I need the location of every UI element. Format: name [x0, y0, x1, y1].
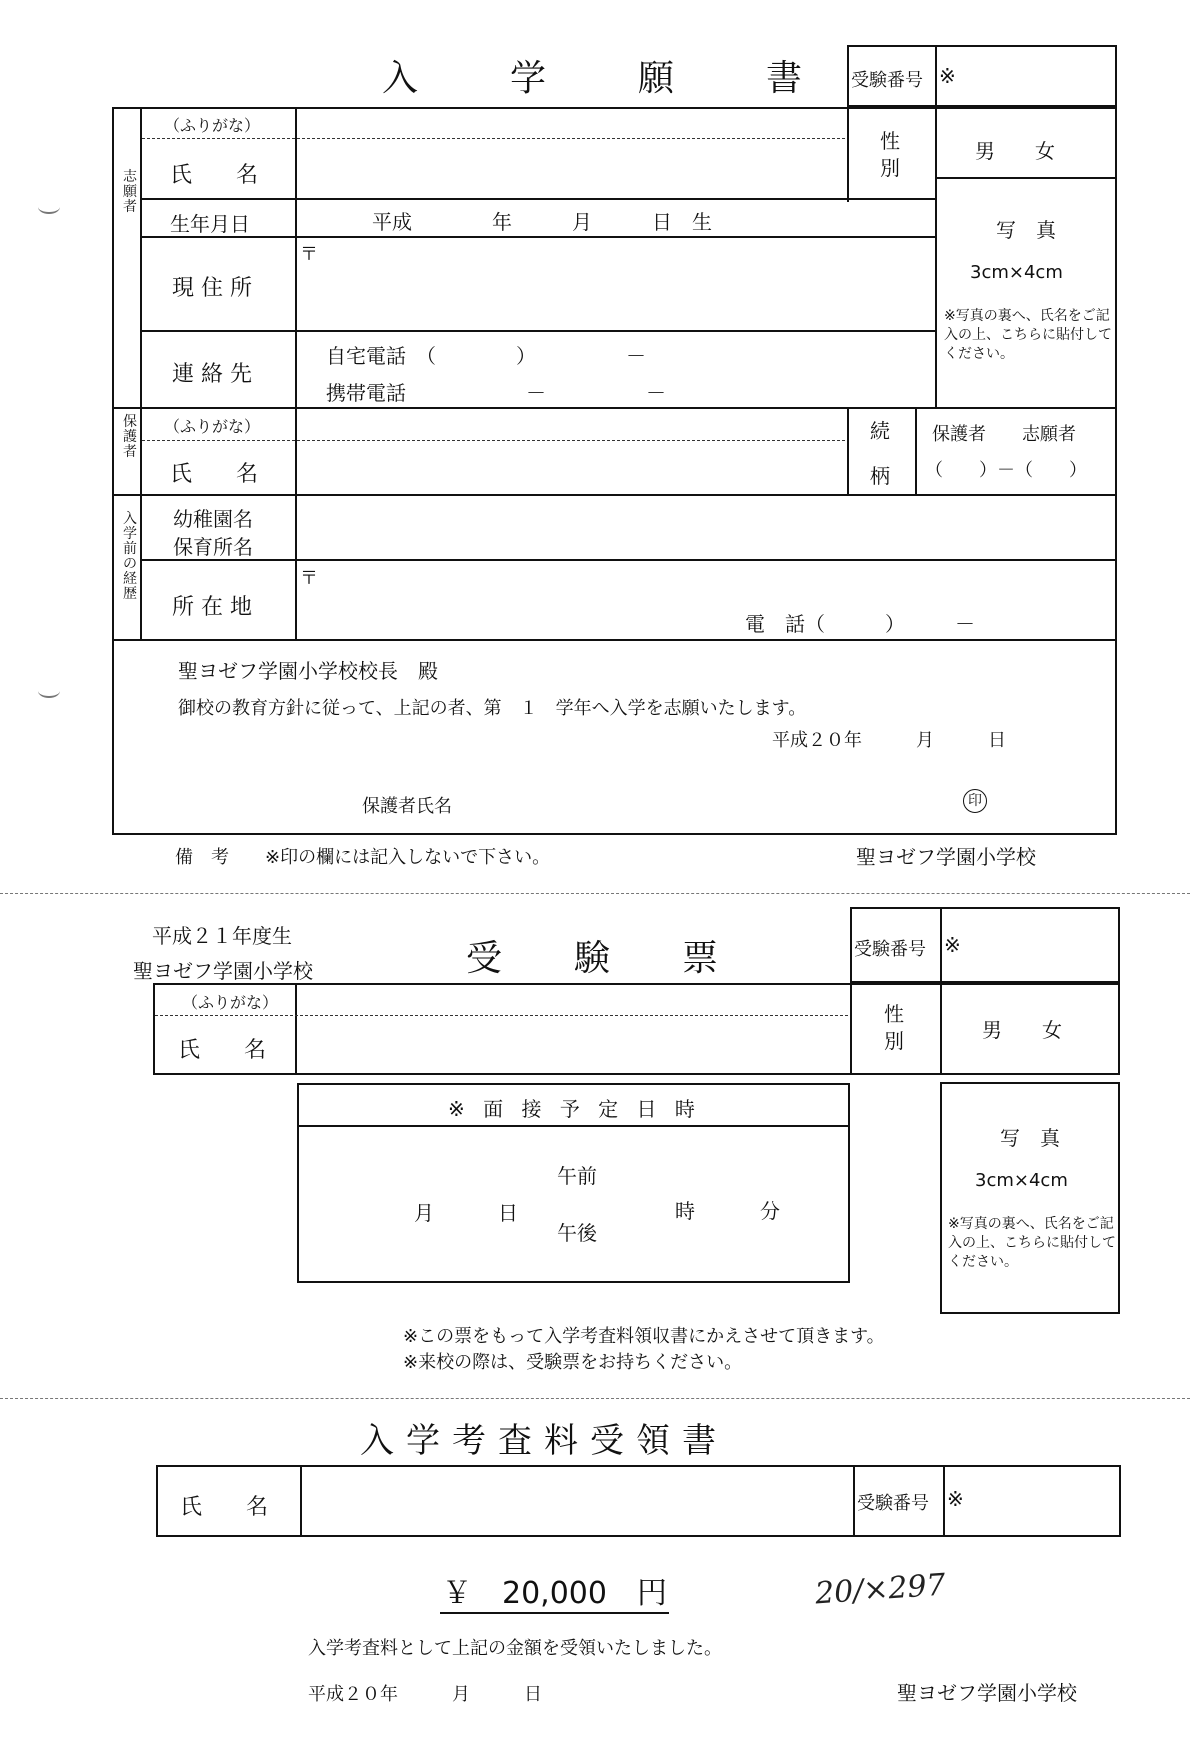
- application-school-name: 聖ヨゼフ学園小学校: [856, 845, 1036, 869]
- receipt-date[interactable]: 平成２０年 月 日: [308, 1684, 542, 1705]
- addressee: 聖ヨゼフ学園小学校校長 殿: [178, 659, 438, 683]
- interview-hour[interactable]: 時: [675, 1199, 695, 1223]
- birth-date-field[interactable]: 平成 年 月 日 生: [372, 210, 712, 234]
- ticket-gender-label-1: 性: [884, 1002, 904, 1026]
- kindergarten-label-1: 幼稚園名: [173, 507, 253, 531]
- kindergarten-label-2: 保育所名: [173, 535, 253, 559]
- remarks: 備 考 ※印の欄には記入しないで下さい。: [175, 847, 551, 868]
- section-label-guardian: 保 護 者: [123, 414, 137, 460]
- receipt-name-label: 氏 名: [180, 1495, 269, 1520]
- ticket-photo-box: [940, 1082, 1120, 1314]
- ticket-photo-title: 写 真: [1000, 1126, 1060, 1150]
- home-phone-field[interactable]: 自宅電話 （ ） －: [326, 344, 646, 368]
- exam-number-field[interactable]: ※: [939, 64, 956, 88]
- ticket-exam-number-field[interactable]: ※: [944, 933, 961, 957]
- address-field[interactable]: [298, 238, 933, 328]
- guardian-name-label: 氏 名: [170, 462, 259, 487]
- exam-number-label: 受験番号: [851, 70, 923, 91]
- application-date[interactable]: 平成２０年 月 日: [772, 730, 1006, 751]
- binding-mark: [38, 200, 60, 214]
- location-postal-mark: 〒: [300, 568, 318, 589]
- ticket-title: 受 験 票: [466, 938, 719, 979]
- location-phone-field[interactable]: 電 話（ ） －: [745, 612, 975, 636]
- ticket-photo-size: 3cm×4cm: [975, 1170, 1068, 1191]
- location-field[interactable]: [298, 561, 1113, 636]
- interview-day[interactable]: 日: [498, 1201, 518, 1225]
- ticket-note-1: ※この票をもって入学考査料領収書にかえさせて頂きます。: [403, 1326, 885, 1347]
- interview-pm[interactable]: 午後: [557, 1221, 597, 1245]
- seal-mark: 印: [963, 789, 987, 813]
- receipt-amount: ￥ 20,000 円: [440, 1568, 669, 1614]
- relation-label-1: 続: [870, 419, 890, 443]
- cut-line: [0, 1398, 1190, 1399]
- gender-options[interactable]: 男 女: [975, 139, 1055, 163]
- binding-mark: [38, 684, 60, 698]
- mobile-phone-field[interactable]: 携帯電話 － －: [326, 381, 666, 405]
- relation-field[interactable]: （ ）－（ ）: [925, 460, 1087, 481]
- ticket-gender-label-2: 別: [884, 1029, 904, 1053]
- ticket-name-field[interactable]: [298, 986, 846, 1072]
- applicant-name-field[interactable]: [298, 110, 843, 200]
- interview-month[interactable]: 月: [414, 1201, 434, 1225]
- address-postal-mark: 〒: [300, 244, 318, 265]
- relation-header: 保護者 志願者: [932, 424, 1076, 445]
- receipt-title: 入学考査料受領書: [360, 1421, 728, 1461]
- gender-label-2: 別: [880, 156, 900, 180]
- birth-label: 生年月日: [170, 212, 250, 236]
- photo-note: ※写真の裏へ、氏名をご記入の上、こちらに貼付してください。: [944, 308, 1112, 362]
- request-text: 御校の教育方針に従って、上記の者、第 １ 学年へ入学を志願いたします。: [178, 698, 807, 719]
- guardian-furigana-label: （ふりがな）: [164, 417, 261, 436]
- section-label-history: 入学前の経歴: [123, 511, 137, 602]
- applicant-name-label: 氏 名: [170, 163, 259, 188]
- contact-label: 連 絡 先: [172, 362, 252, 387]
- receipt-school-name: 聖ヨゼフ学園小学校: [897, 1681, 1077, 1705]
- interview-minute[interactable]: 分: [760, 1199, 780, 1223]
- section-label-applicant: 志 願 者: [123, 169, 137, 215]
- kindergarten-field[interactable]: [298, 497, 1113, 557]
- ticket-school-name: 聖ヨゼフ学園小学校: [133, 959, 313, 983]
- photo-title: 写 真: [996, 218, 1056, 242]
- interview-am[interactable]: 午前: [557, 1164, 597, 1188]
- ticket-photo-note: ※写真の裏へ、氏名をご記入の上、こちらに貼付してください。: [948, 1216, 1116, 1270]
- handwritten-note: 20/×297: [813, 1567, 947, 1612]
- relation-label-2: 柄: [870, 464, 890, 488]
- ticket-note-2: ※来校の際は、受験票をお持ちください。: [403, 1352, 743, 1373]
- guardian-name-field[interactable]: [298, 410, 843, 492]
- photo-size: 3cm×4cm: [970, 262, 1063, 283]
- receipt-name-field[interactable]: [303, 1468, 850, 1534]
- address-label: 現 住 所: [172, 276, 252, 301]
- guardian-signature-label: 保護者氏名: [362, 796, 452, 817]
- gender-label-1: 性: [880, 129, 900, 153]
- interview-title: ※ 面 接 予 定 日 時: [448, 1097, 701, 1121]
- cut-line: [0, 893, 1190, 894]
- receipt-statement: 入学考査料として上記の金額を受領いたしました。: [308, 1638, 722, 1659]
- ticket-year: 平成２１年度生: [152, 924, 292, 948]
- ticket-furigana-label: （ふりがな）: [182, 993, 279, 1012]
- location-label: 所 在 地: [172, 595, 252, 620]
- ticket-gender-options[interactable]: 男 女: [982, 1018, 1062, 1042]
- ticket-exam-number-label: 受験番号: [854, 939, 926, 960]
- receipt-exam-number-label: 受験番号: [857, 1493, 929, 1514]
- application-title: 入 学 願 書: [382, 58, 831, 99]
- applicant-furigana-label: （ふりがな）: [164, 116, 261, 135]
- receipt-exam-number-field[interactable]: ※: [947, 1487, 964, 1511]
- ticket-name-label: 氏 名: [178, 1038, 267, 1063]
